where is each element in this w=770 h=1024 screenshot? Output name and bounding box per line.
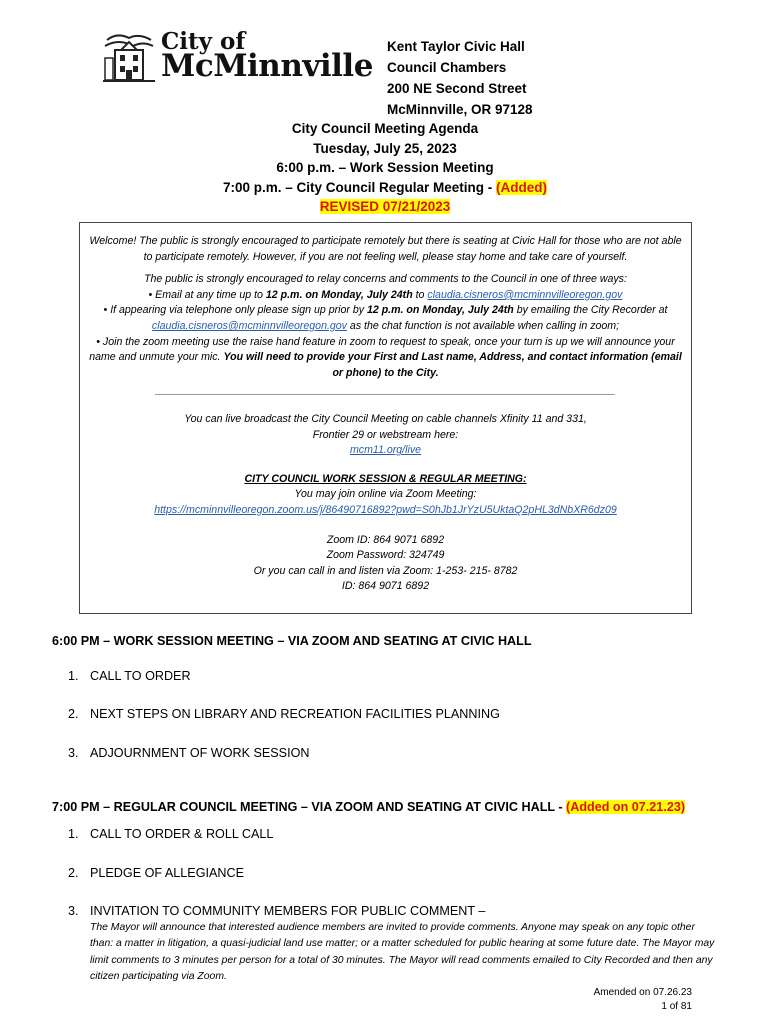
- webstream-link[interactable]: mcm11.org/live: [349, 444, 422, 457]
- email-link[interactable]: claudia.cisneros@mcminnvilleoregon.gov: [427, 288, 623, 301]
- regular-meeting-heading: 7:00 PM – REGULAR COUNCIL MEETING – VIA ZOOM AND SEATING AT CIVIC HALL - (Added on 07.21.23): [52, 800, 686, 814]
- call-in-text: Or you can call in and listen via Zoom: 1-253- 215- 8782: [253, 564, 518, 577]
- agenda-header: [0, 119, 770, 217]
- civic-building-icon: [103, 30, 155, 84]
- page-footer: [594, 986, 692, 1014]
- regular-meeting-time: 7:00 p.m. – City Council Regular Meeting - (Added): [222, 179, 548, 195]
- public-notice-box: [79, 222, 692, 614]
- added-date-badge: (Added on 07.21.23): [566, 800, 686, 814]
- logo-line-2: McMinnville: [161, 48, 373, 84]
- agenda-item: 2. PLEDGE OF ALLEGIANCE: [68, 866, 244, 880]
- agenda-item: 1. CALL TO ORDER & ROLL CALL: [68, 827, 274, 841]
- address-block: [387, 36, 533, 120]
- email-link[interactable]: claudia.cisneros@mcminnvilleoregon.gov: [151, 319, 347, 332]
- agenda-title: City Council Meeting Agenda: [291, 121, 479, 136]
- page-number: 1 of 81: [661, 1001, 692, 1012]
- zoom-meeting-link[interactable]: https://mcminnvilleoregon.zoom.us/j/86490716892?pwd=S0hJb1JrYzU5UktaQ2pHL3dNbXR6dz09: [154, 503, 617, 516]
- meeting-heading: CITY COUNCIL WORK SESSION & REGULAR MEETING:: [244, 472, 527, 485]
- address-line: Kent Taylor Civic Hall: [387, 39, 525, 54]
- welcome-text: Welcome! The public is strongly encouraged to participate remotely but there is seating at Civic Hall for those who are not able to participate remotely. However, if you are not feeling well, please stay home and take care of yourself.: [89, 235, 682, 263]
- added-badge: (Added): [496, 179, 548, 195]
- logo-line-1: City of: [161, 28, 246, 55]
- zoom-password: Zoom Password: 324749: [326, 549, 445, 562]
- email-option: • Email at any time up to 12 p.m. on Monday, July 24th to claudia.cisneros@mcminnvilleoregon.gov: [148, 288, 623, 301]
- agenda-item: 1. CALL TO ORDER: [68, 669, 191, 683]
- address-line: 200 NE Second Street: [387, 81, 527, 96]
- agenda-item: 3. INVITATION TO COMMUNITY MEMBERS FOR PUBLIC COMMENT –: [68, 904, 486, 918]
- public-comment-note: The Mayor will announce that interested audience members are invited to provide comments. Anyone may speak on any topic other than: a matter in litigation, a quasi-judicial land use matter; or a matter scheduled for public hearing at some future date. The Mayor may limit comments to 3 minutes per person for a total of 30 minutes. The Mayor will read comments emailed to City Recorded and then any citizen participating via Zoom.: [90, 922, 715, 983]
- agenda-item: 3. ADJOURNMENT OF WORK SESSION: [68, 746, 310, 760]
- phone-option: • If appearing via telephone only please sign up prior by 12 p.m. on Monday, July 24th by emailing the City Recorder at claudia.cisneros@mcminnvilleoregon.gov as the chat function is not available when calling in zoom;: [103, 304, 668, 332]
- relay-intro: The public is strongly encouraged to relay concerns and comments to the Council in one of three ways:: [144, 273, 627, 286]
- address-line: McMinnville, OR 97128: [387, 102, 533, 117]
- agenda-date: Tuesday, July 25, 2023: [313, 140, 457, 156]
- broadcast-text: You can live broadcast the City Council Meeting on cable channels Xfinity 11 and 331,: [184, 412, 587, 425]
- agenda-item: 2. NEXT STEPS ON LIBRARY AND RECREATION FACILITIES PLANNING: [68, 707, 500, 721]
- work-session-heading: 6:00 PM – WORK SESSION MEETING – VIA ZOOM AND SEATING AT CIVIC HALL: [52, 634, 532, 648]
- zoom-id: Zoom ID: 864 9071 6892: [326, 533, 445, 546]
- revised-badge: REVISED 07/21/2023: [319, 199, 451, 214]
- zoom-option: • Join the zoom meeting use the raise hand feature in zoom to request to speak, once your turn is up we will announce your name and unmute your mic. You will need to provide your First and Last name, Address, and contact information (email or phone) to the City.: [89, 335, 682, 379]
- address-line: Council Chambers: [387, 60, 507, 75]
- amended-date: Amended on 07.26.23: [593, 987, 692, 998]
- divider: ______________________________________________________________________________: [155, 384, 616, 397]
- city-logo: [103, 30, 373, 86]
- work-session-time: 6:00 p.m. – Work Session Meeting: [276, 160, 494, 175]
- broadcast-text: Frontier 29 or webstream here:: [312, 428, 459, 441]
- join-online-text: You may join online via Zoom Meeting:: [294, 488, 477, 501]
- call-id: ID: 864 9071 6892: [341, 580, 430, 593]
